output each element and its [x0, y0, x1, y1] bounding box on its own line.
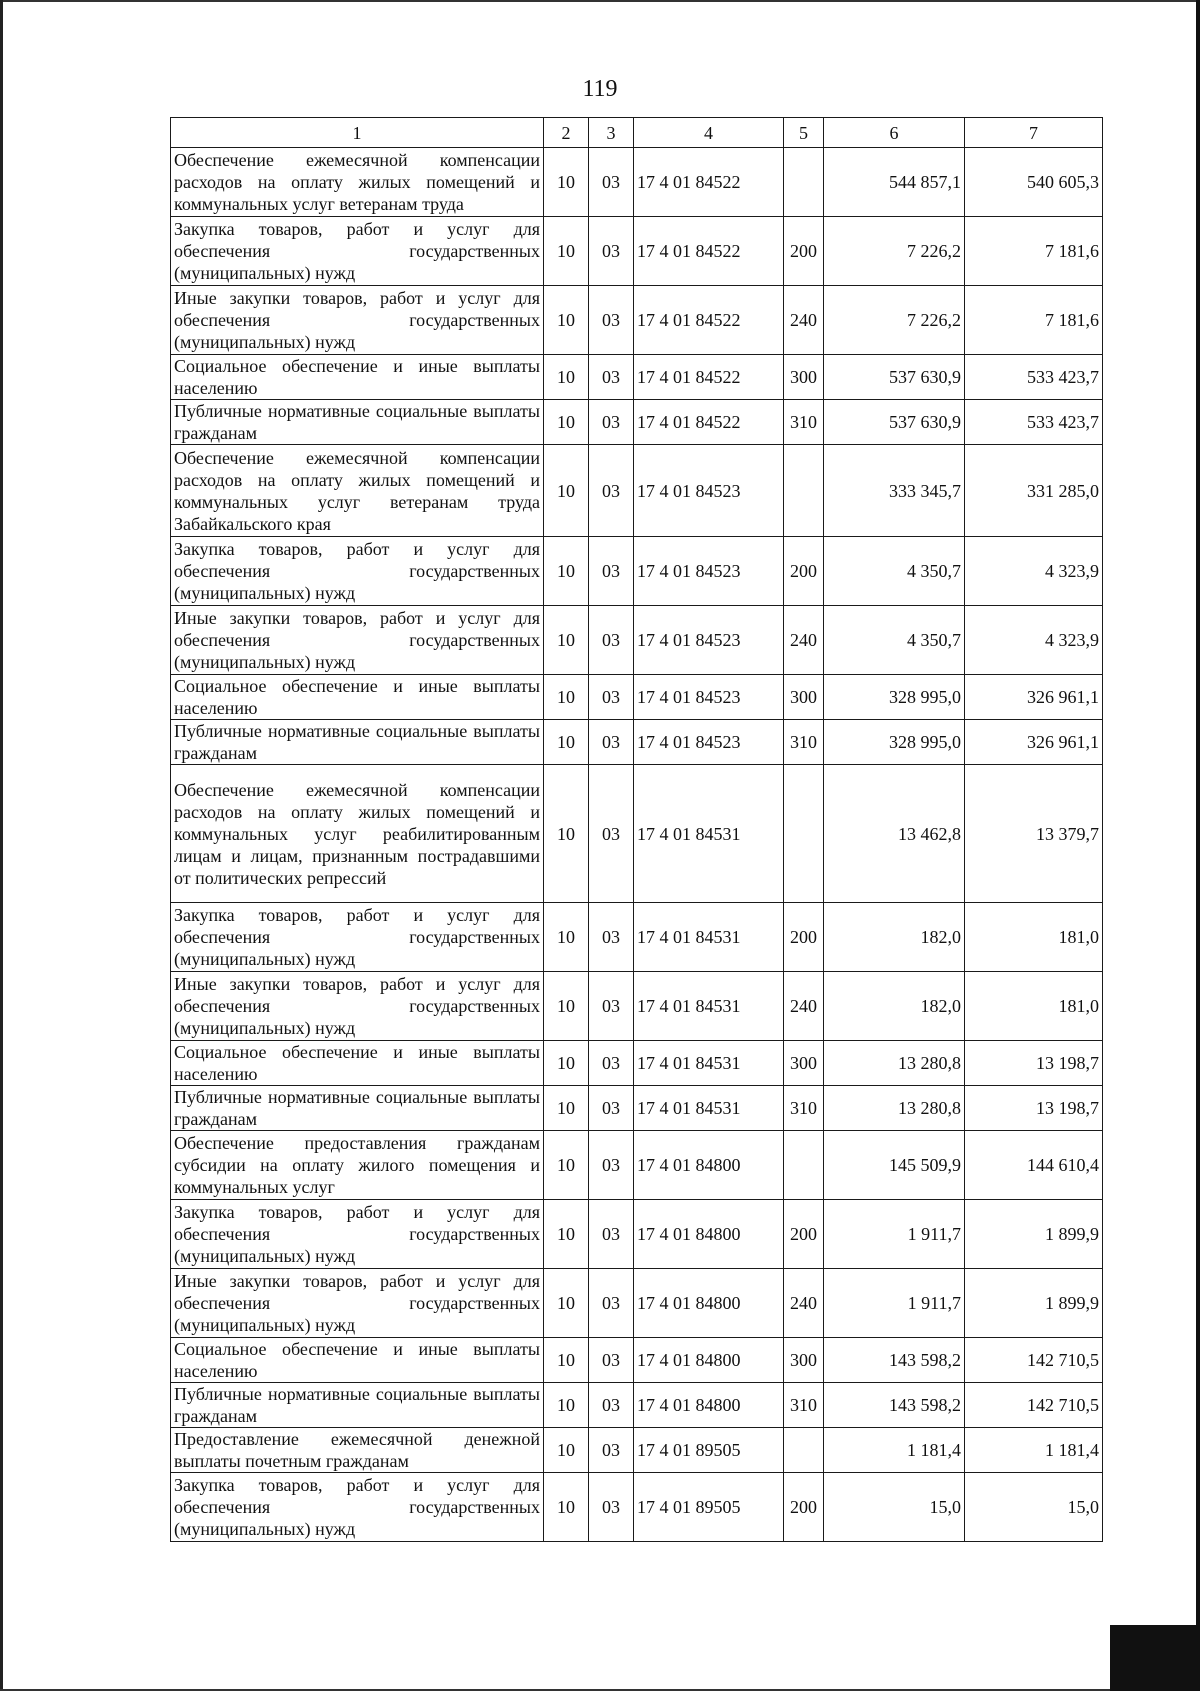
- table-row: [171, 1338, 1103, 1383]
- amount-year-2: 326 961,1: [965, 675, 1103, 720]
- amount-year-2: 7 181,6: [965, 217, 1103, 286]
- target-article-code: 17 4 01 84522: [634, 286, 784, 355]
- subsection-code: 03: [589, 400, 634, 445]
- table-row: [171, 972, 1103, 1041]
- row-description: Публичные нормативные социальные выплаты гражданам: [171, 400, 544, 445]
- amount-year-2: 144 610,4: [965, 1131, 1103, 1200]
- amount-year-1: 145 509,9: [824, 1131, 965, 1200]
- section-code: 10: [544, 1383, 589, 1428]
- table-row: [171, 606, 1103, 675]
- section-code: 10: [544, 606, 589, 675]
- table-row: [171, 903, 1103, 972]
- table-row: [171, 148, 1103, 217]
- column-header-7: 7: [965, 118, 1103, 148]
- section-code: 10: [544, 217, 589, 286]
- section-code: 10: [544, 972, 589, 1041]
- amount-year-1: 143 598,2: [824, 1383, 965, 1428]
- amount-year-1: 1 911,7: [824, 1269, 965, 1338]
- target-article-code: 17 4 01 84800: [634, 1383, 784, 1428]
- target-article-code: 17 4 01 89505: [634, 1428, 784, 1473]
- column-header-6: 6: [824, 118, 965, 148]
- target-article-code: 17 4 01 84531: [634, 903, 784, 972]
- row-description: Публичные нормативные социальные выплаты гражданам: [171, 1383, 544, 1428]
- section-code: 10: [544, 675, 589, 720]
- section-code: 10: [544, 445, 589, 537]
- table-row: [171, 765, 1103, 903]
- row-description: Публичные нормативные социальные выплаты гражданам: [171, 720, 544, 765]
- expense-type-code: 300: [784, 355, 824, 400]
- subsection-code: 03: [589, 675, 634, 720]
- subsection-code: 03: [589, 1428, 634, 1473]
- subsection-code: 03: [589, 1473, 634, 1542]
- row-description: Обеспечение ежемесячной компенсации расходов на оплату жилых помещений и коммунальных услуг реабилитированным лицам и лицам, признанным пострадавшими от политических репрессий: [171, 765, 544, 903]
- table-row: [171, 1131, 1103, 1200]
- row-description: Закупка товаров, работ и услуг для обеспечения государственных (муниципальных) нужд: [171, 1200, 544, 1269]
- section-code: 10: [544, 765, 589, 903]
- section-code: 10: [544, 1269, 589, 1338]
- subsection-code: 03: [589, 537, 634, 606]
- subsection-code: 03: [589, 606, 634, 675]
- expense-type-code: 310: [784, 720, 824, 765]
- section-code: 10: [544, 537, 589, 606]
- subsection-code: 03: [589, 972, 634, 1041]
- table-row: [171, 355, 1103, 400]
- amount-year-2: 13 198,7: [965, 1086, 1103, 1131]
- row-description: Социальное обеспечение и иные выплаты населению: [171, 355, 544, 400]
- scan-right-edge: [1196, 0, 1200, 1691]
- target-article-code: 17 4 01 84531: [634, 972, 784, 1041]
- section-code: 10: [544, 720, 589, 765]
- target-article-code: 17 4 01 84800: [634, 1131, 784, 1200]
- amount-year-2: 326 961,1: [965, 720, 1103, 765]
- row-description: Социальное обеспечение и иные выплаты населению: [171, 675, 544, 720]
- section-code: 10: [544, 286, 589, 355]
- target-article-code: 17 4 01 84800: [634, 1269, 784, 1338]
- target-article-code: 17 4 01 84531: [634, 1086, 784, 1131]
- budget-table: [170, 117, 1103, 1542]
- amount-year-2: 1 181,4: [965, 1428, 1103, 1473]
- column-header-2: 2: [544, 118, 589, 148]
- target-article-code: 17 4 01 84522: [634, 355, 784, 400]
- row-description: Обеспечение ежемесячной компенсации расходов на оплату жилых помещений и коммунальных услуг ветеранам труда: [171, 148, 544, 217]
- subsection-code: 03: [589, 1383, 634, 1428]
- row-description: Иные закупки товаров, работ и услуг для обеспечения государственных (муниципальных) нужд: [171, 286, 544, 355]
- target-article-code: 17 4 01 84523: [634, 720, 784, 765]
- expense-type-code: 200: [784, 217, 824, 286]
- column-header-5: 5: [784, 118, 824, 148]
- table-row: [171, 1086, 1103, 1131]
- amount-year-1: 7 226,2: [824, 217, 965, 286]
- amount-year-1: 4 350,7: [824, 537, 965, 606]
- amount-year-2: 4 323,9: [965, 606, 1103, 675]
- table-row: [171, 286, 1103, 355]
- amount-year-2: 1 899,9: [965, 1200, 1103, 1269]
- subsection-code: 03: [589, 148, 634, 217]
- subsection-code: 03: [589, 720, 634, 765]
- subsection-code: 03: [589, 355, 634, 400]
- amount-year-2: 7 181,6: [965, 286, 1103, 355]
- amount-year-2: 142 710,5: [965, 1338, 1103, 1383]
- column-header-3: 3: [589, 118, 634, 148]
- target-article-code: 17 4 01 84522: [634, 217, 784, 286]
- expense-type-code: [784, 765, 824, 903]
- target-article-code: 17 4 01 84800: [634, 1338, 784, 1383]
- table-row: [171, 1041, 1103, 1086]
- expense-type-code: 240: [784, 286, 824, 355]
- expense-type-code: 300: [784, 675, 824, 720]
- expense-type-code: 240: [784, 972, 824, 1041]
- expense-type-code: [784, 1131, 824, 1200]
- table-row: [171, 1383, 1103, 1428]
- row-description: Социальное обеспечение и иные выплаты населению: [171, 1041, 544, 1086]
- amount-year-1: 1 181,4: [824, 1428, 965, 1473]
- page-number: 119: [582, 76, 618, 102]
- target-article-code: 17 4 01 89505: [634, 1473, 784, 1542]
- amount-year-2: 4 323,9: [965, 537, 1103, 606]
- amount-year-1: 13 280,8: [824, 1086, 965, 1131]
- amount-year-2: 533 423,7: [965, 400, 1103, 445]
- amount-year-1: 143 598,2: [824, 1338, 965, 1383]
- subsection-code: 03: [589, 1338, 634, 1383]
- target-article-code: 17 4 01 84523: [634, 675, 784, 720]
- table-row: [171, 537, 1103, 606]
- target-article-code: 17 4 01 84522: [634, 400, 784, 445]
- table-row: [171, 400, 1103, 445]
- subsection-code: 03: [589, 445, 634, 537]
- row-description: Иные закупки товаров, работ и услуг для обеспечения государственных (муниципальных) нужд: [171, 606, 544, 675]
- subsection-code: 03: [589, 1086, 634, 1131]
- amount-year-2: 142 710,5: [965, 1383, 1103, 1428]
- target-article-code: 17 4 01 84531: [634, 765, 784, 903]
- amount-year-2: 181,0: [965, 972, 1103, 1041]
- scan-left-edge: [0, 0, 3, 1691]
- subsection-code: 03: [589, 1200, 634, 1269]
- amount-year-1: 182,0: [824, 972, 965, 1041]
- amount-year-2: 540 605,3: [965, 148, 1103, 217]
- expense-type-code: 300: [784, 1338, 824, 1383]
- amount-year-1: 15,0: [824, 1473, 965, 1542]
- row-description: Закупка товаров, работ и услуг для обеспечения государственных (муниципальных) нужд: [171, 1473, 544, 1542]
- amount-year-2: 533 423,7: [965, 355, 1103, 400]
- section-code: 10: [544, 1200, 589, 1269]
- subsection-code: 03: [589, 1269, 634, 1338]
- table-row: [171, 675, 1103, 720]
- row-description: Иные закупки товаров, работ и услуг для обеспечения государственных (муниципальных) нужд: [171, 1269, 544, 1338]
- amount-year-1: 537 630,9: [824, 400, 965, 445]
- amount-year-1: 13 280,8: [824, 1041, 965, 1086]
- amount-year-1: 4 350,7: [824, 606, 965, 675]
- amount-year-2: 15,0: [965, 1473, 1103, 1542]
- expense-type-code: 310: [784, 400, 824, 445]
- section-code: 10: [544, 400, 589, 445]
- expense-type-code: 200: [784, 1200, 824, 1269]
- section-code: 10: [544, 1338, 589, 1383]
- table-row: [171, 445, 1103, 537]
- section-code: 10: [544, 1131, 589, 1200]
- table-row: [171, 720, 1103, 765]
- target-article-code: 17 4 01 84522: [634, 148, 784, 217]
- section-code: 10: [544, 1041, 589, 1086]
- table-row: [171, 217, 1103, 286]
- target-article-code: 17 4 01 84523: [634, 445, 784, 537]
- row-description: Закупка товаров, работ и услуг для обеспечения государственных (муниципальных) нужд: [171, 903, 544, 972]
- amount-year-1: 333 345,7: [824, 445, 965, 537]
- amount-year-1: 544 857,1: [824, 148, 965, 217]
- row-description: Обеспечение предоставления гражданам субсидии на оплату жилого помещения и коммунальных услуг: [171, 1131, 544, 1200]
- row-description: Закупка товаров, работ и услуг для обеспечения государственных (муниципальных) нужд: [171, 217, 544, 286]
- table-row: [171, 1200, 1103, 1269]
- expense-type-code: 240: [784, 1269, 824, 1338]
- scan-top-edge: [0, 0, 1200, 2]
- section-code: 10: [544, 355, 589, 400]
- expense-type-code: 200: [784, 1473, 824, 1542]
- amount-year-2: 181,0: [965, 903, 1103, 972]
- expense-type-code: 300: [784, 1041, 824, 1086]
- target-article-code: 17 4 01 84531: [634, 1041, 784, 1086]
- table-row: [171, 1269, 1103, 1338]
- expense-type-code: 200: [784, 537, 824, 606]
- table-row: [171, 1473, 1103, 1542]
- amount-year-1: 328 995,0: [824, 720, 965, 765]
- amount-year-2: 331 285,0: [965, 445, 1103, 537]
- subsection-code: 03: [589, 1041, 634, 1086]
- section-code: 10: [544, 903, 589, 972]
- subsection-code: 03: [589, 1131, 634, 1200]
- amount-year-1: 13 462,8: [824, 765, 965, 903]
- subsection-code: 03: [589, 903, 634, 972]
- amount-year-1: 537 630,9: [824, 355, 965, 400]
- expense-type-code: 310: [784, 1086, 824, 1131]
- amount-year-1: 1 911,7: [824, 1200, 965, 1269]
- amount-year-2: 1 899,9: [965, 1269, 1103, 1338]
- table-row: [171, 1428, 1103, 1473]
- row-description: Обеспечение ежемесячной компенсации расходов на оплату жилых помещений и коммунальных услуг ветеранам труда Забайкальского края: [171, 445, 544, 537]
- target-article-code: 17 4 01 84523: [634, 606, 784, 675]
- section-code: 10: [544, 1086, 589, 1131]
- amount-year-1: 182,0: [824, 903, 965, 972]
- row-description: Публичные нормативные социальные выплаты гражданам: [171, 1086, 544, 1131]
- header-row: [171, 118, 1103, 148]
- amount-year-1: 7 226,2: [824, 286, 965, 355]
- subsection-code: 03: [589, 217, 634, 286]
- expense-type-code: 240: [784, 606, 824, 675]
- subsection-code: 03: [589, 765, 634, 903]
- section-code: 10: [544, 1473, 589, 1542]
- scan-corner-shadow: [1110, 1625, 1200, 1691]
- expense-type-code: [784, 445, 824, 537]
- column-header-4: 4: [634, 118, 784, 148]
- expense-type-code: 200: [784, 903, 824, 972]
- target-article-code: 17 4 01 84523: [634, 537, 784, 606]
- row-description: Социальное обеспечение и иные выплаты населению: [171, 1338, 544, 1383]
- section-code: 10: [544, 148, 589, 217]
- section-code: 10: [544, 1428, 589, 1473]
- column-header-1: 1: [171, 118, 544, 148]
- expense-type-code: [784, 148, 824, 217]
- amount-year-1: 328 995,0: [824, 675, 965, 720]
- row-description: Иные закупки товаров, работ и услуг для обеспечения государственных (муниципальных) нужд: [171, 972, 544, 1041]
- amount-year-2: 13 198,7: [965, 1041, 1103, 1086]
- row-description: Предоставление ежемесячной денежной выплаты почетным гражданам: [171, 1428, 544, 1473]
- amount-year-2: 13 379,7: [965, 765, 1103, 903]
- row-description: Закупка товаров, работ и услуг для обеспечения государственных (муниципальных) нужд: [171, 537, 544, 606]
- target-article-code: 17 4 01 84800: [634, 1200, 784, 1269]
- expense-type-code: [784, 1428, 824, 1473]
- subsection-code: 03: [589, 286, 634, 355]
- expense-type-code: 310: [784, 1383, 824, 1428]
